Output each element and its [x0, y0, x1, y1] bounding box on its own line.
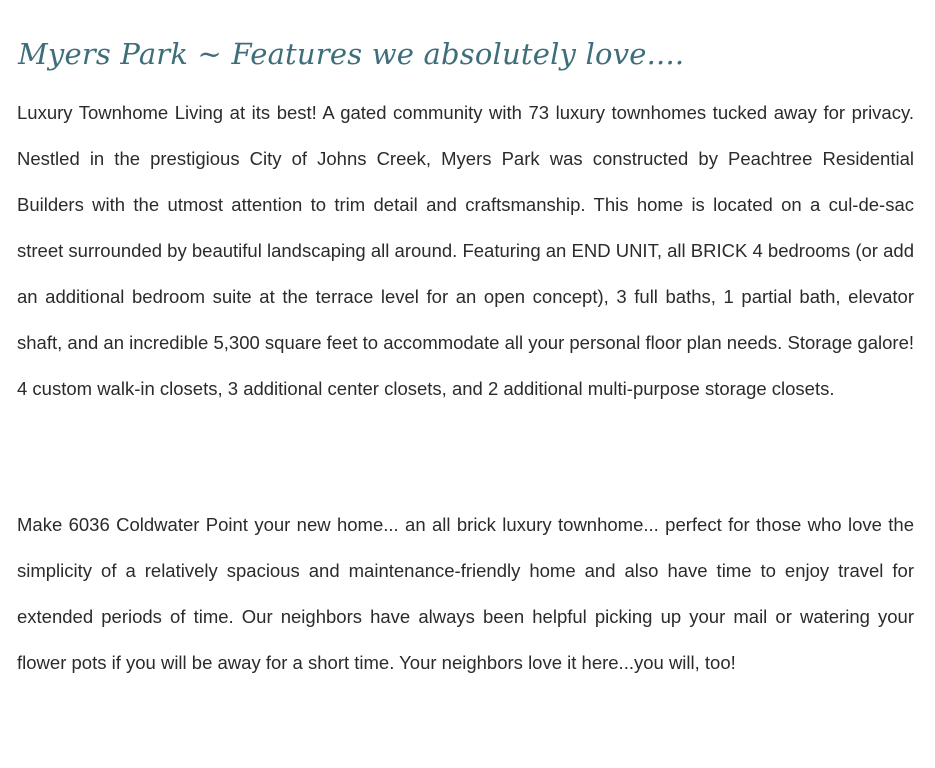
- paragraph-features: Luxury Townhome Living at its best! A gated community with 73 luxury townhomes tucked away for privacy. Nestled in the prestigious City of Johns Creek, Myers Park was constructed by Peachtree Residential Builders with the utmost attention to trim detail and craftsmanship. This home is located on a cul-de-sac street surrounded by beautiful landscaping all around. Featuring an END UNIT, all BRICK 4 bedrooms (or add an additional bedroom suite at the terrace level for an open concept), 3 full baths, 1 partial bath, elevator shaft, and an incredible 5,300 square feet to accommodate all your personal floor plan needs. Storage galore! 4 custom walk-in closets, 3 additional center closets, and 2 additional multi-purpose storage closets.: [17, 102, 914, 399]
- paragraph-home-description: Make 6036 Coldwater Point your new home... an all brick luxury townhome... perfect for those who love the simplicity of a relatively spacious and maintenance-friendly home and also have time to enjoy travel for extended periods of time. Our neighbors have always been helpful picking up your mail or watering your flower pots if you will be away for a short time. Your neighbors love it here...you will, too!: [17, 514, 914, 673]
- document-title: Myers Park ~ Features we absolutely love....: [18, 37, 685, 71]
